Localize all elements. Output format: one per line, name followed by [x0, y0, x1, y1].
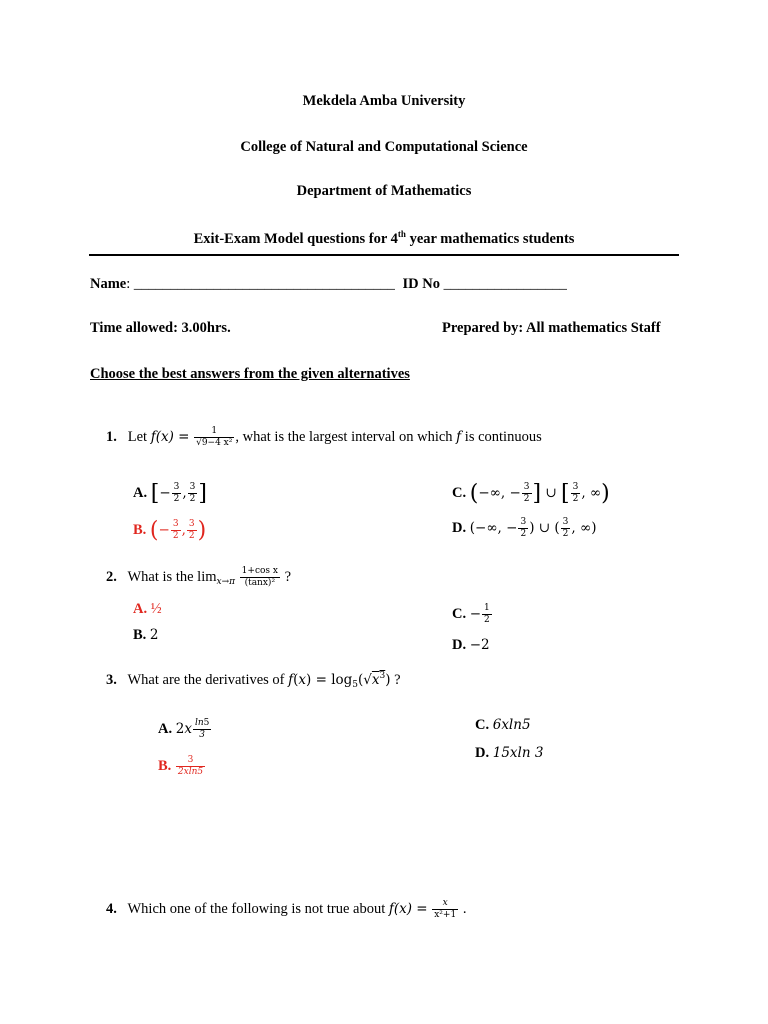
q2-option-a-expr: ½ [150, 601, 162, 617]
q1-option-d-expr: (−∞, − $\frac{3}{2}$ ) ∪ ( $\frac{3}{2}$ , ∞) [469, 517, 597, 539]
q3-function: f [288, 672, 294, 688]
q1-option-d[interactable]: D. (−∞, − $\frac{3}{2}$ ) ∪ ( $\frac{3}{2}$ , ∞) [452, 517, 597, 539]
instructions: Choose the best answers from the given alternatives [90, 366, 410, 382]
q3-option-a[interactable]: A. 2x $\frac{\ln 5}{3}$ [158, 719, 212, 740]
question-3: 3. What are the derivatives of $f(x) = \log_5(√x^3)$ ? [106, 671, 401, 690]
q2-option-d[interactable]: D. −2 [452, 637, 490, 653]
exam-title: Exit-Exam Model questions for 4th year mathematics students [193, 229, 575, 247]
q1-option-a[interactable]: A. [− $\frac{3}{2}$ , $\frac{3}{2}$ ] [133, 481, 207, 506]
q3-option-a-expr: 2x $\frac{\ln 5}{3}$ [175, 718, 210, 740]
q3-option-b-expr: $\frac{3}{2xln5}$ [177, 755, 204, 777]
q1-fraction: $\frac{1}{\text{√9−4 x²}}$ [196, 426, 233, 448]
question-2: 2. What is the $\lim_{x\to\pi}$ $\frac{\text{1+cos x}}{\text{(tanx)²}}$ ? [106, 566, 292, 588]
q3-option-d[interactable]: D. 15xln 3 [475, 745, 544, 761]
q2-option-c[interactable]: C. − $\frac{1}{2}$ [452, 604, 493, 625]
q1-option-b-expr: (− $\frac{3}{2}$ , $\frac{3}{2}$ ) [149, 518, 207, 543]
q2-option-b-expr: 2 [149, 627, 159, 643]
department-name: Department of Mathematics [296, 183, 472, 199]
question-1: 1. Let f(x) = $\frac{1}{\text{√9−4 x²}}$ , what is the largest interval on which f is continuous [106, 426, 542, 448]
q4-fraction: $\frac{x}{\text{x²+1}}$ [434, 898, 457, 920]
q1-option-c-expr: (−∞, − $\frac{3}{2}$ ] ∪ [ $\frac{3}{2}$ , ∞) [469, 481, 610, 506]
q1-option-b[interactable]: B. (− $\frac{3}{2}$ , $\frac{3}{2}$ ) [133, 518, 207, 543]
time-allowed: Time allowed: 3.00hrs. [90, 320, 231, 336]
prepared-by: Prepared by: All mathematics Staff [442, 320, 661, 336]
q1-option-a-expr: [− $\frac{3}{2}$ , $\frac{3}{2}$ ] [150, 481, 207, 506]
q2-option-d-expr: −2 [469, 637, 490, 653]
q2-fraction: $\frac{\text{1+cos x}}{\text{(tanx)²}}$ [241, 566, 278, 588]
q3-option-d-expr: 15xln 3 [492, 745, 544, 761]
q2-option-a[interactable]: A. ½ [133, 601, 162, 617]
name-field: Name: ____________________________________ ID No _________________ [90, 276, 567, 292]
header-divider [89, 254, 679, 256]
q3-option-c[interactable]: C. 6xln5 [475, 717, 531, 733]
university-name: Mekdela Amba University [302, 93, 466, 109]
question-4: 4. Which one of the following is not true about f(x) = $\frac{x}{\text{x²+1}}$ . [106, 898, 467, 920]
college-name: College of Natural and Computational Science [240, 139, 528, 155]
q2-option-b[interactable]: B. 2 [133, 627, 159, 643]
q3-option-b[interactable]: B. $\frac{3}{2xln5}$ [158, 756, 206, 777]
q2-option-c-expr: − $\frac{1}{2}$ [469, 603, 490, 625]
q1-option-c[interactable]: C. (−∞, − $\frac{3}{2}$ ] ∪ [ $\frac{3}{2}$ , ∞) [452, 481, 610, 506]
q3-option-c-expr: 6xln5 [492, 717, 531, 733]
